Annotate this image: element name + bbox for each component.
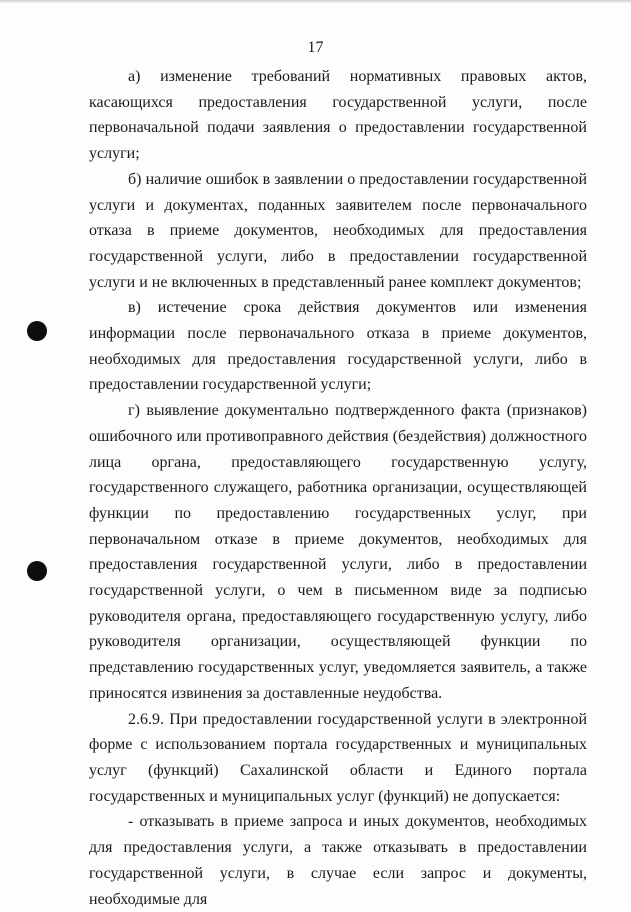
document-body (89, 64, 587, 912)
paragraph-b: б) наличие ошибок в заявлении о предоставлении государственной услуги и документах, поданных заявителем после первоначального отказа в приеме документов, необходимых для предоставления государственной услуги, либо в предоставлении государственной услуги и не включенных в представленный ранее комплект документов; (89, 170, 587, 291)
paragraph-2-6-9: 2.6.9. При предоставлении государственной услуги в электронной форме с использованием портала государственных и муниципальных услуг (функций) Сахалинской области и Единого портала государственных и муниципальных услуг (функций) не допускается: (89, 710, 587, 805)
paragraph-a: а) изменение требований нормативных правовых актов, касающихся предоставления государственной услуги, после первоначальной подачи заявления о предоставлении государственной услуги; (89, 68, 587, 163)
paragraph-g: г) выявление документально подтвержденного факта (признаков) ошибочного или противоправного действия (бездействия) должностного лица органа, предоставляющего государственную услугу, государственного служащего, работника организации, осуществляющей функции по предоставлению государственных услуг, при первоначальном отказе в приеме документов, необходимых для предоставления государственной услуги, либо в предоставлении государственной услуги, о чем в письменном виде за подписью руководителя органа, предоставляющего государственную услугу, либо руководителя организации, осуществляющей функции по представлению государственных услуг, уведомляется заявитель, а также приносятся извинения за доставленные неудобства. (89, 402, 587, 702)
page-top-edge (0, 0, 631, 3)
paragraph-list-item: - отказывать в приеме запроса и иных документов, необходимых для предоставления услуги, а также отказывать в предоставлении государственной услуги, в случае если запрос и документы, необходимые для (89, 813, 587, 908)
binder-hole-mark (27, 561, 47, 581)
page-number: 17 (307, 39, 324, 56)
binder-hole-mark (27, 321, 47, 341)
paragraph-v: в) истечение срока действия документов или изменения информации после первоначального отказа в приеме документов, необходимых для предоставления государственной услуги, либо в предоставлении государственной услуги; (89, 299, 587, 394)
